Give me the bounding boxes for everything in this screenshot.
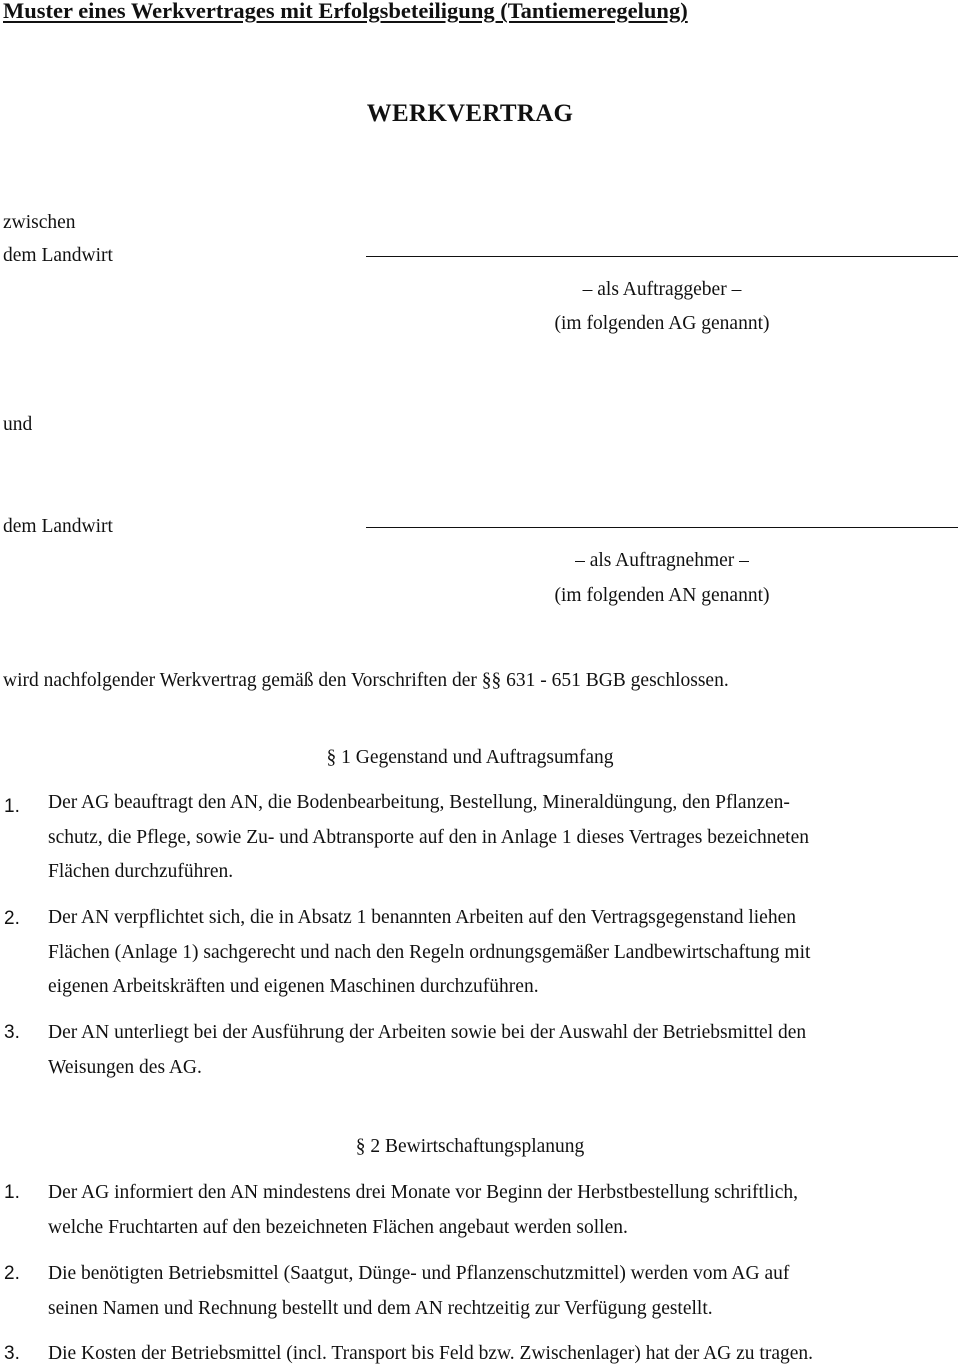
text-line: Flächen durchzuführen. (48, 861, 234, 882)
text-line: seinen Namen und Rechnung bestellt und dem AN rechtzeitig zur Verfügung gestellt. (48, 1297, 713, 1319)
text-line: Flächen (Anlage 1) sachgerecht und nach den Regeln ordnungsgemäßer Landbewirtschaftung mit (48, 941, 811, 963)
section-1-item-2-number: 2. (4, 908, 20, 929)
text-line: Die Kosten der Betriebsmittel (incl. Transport bis Feld bzw. Zwischenlager) hat der AG zu tragen. (48, 1343, 814, 1364)
party2-abbreviation: (im folgenden AN genannt) (554, 585, 770, 606)
party1-role: – als Auftraggeber – (582, 279, 742, 300)
section-1-item-3-text (48, 1016, 928, 1085)
intro-sentence: wird nachfolgender Werkvertrag gemäß den Vorschriften der §§ 631 - 651 BGB geschlossen. (3, 670, 729, 691)
party1-label: dem Landwirt (3, 245, 113, 266)
text-line: Der AN unterliegt bei der Ausführung der Arbeiten sowie bei der Auswahl der Betriebsmittel den (48, 1022, 807, 1043)
text-line: Der AG beauftragt den AN, die Bodenbearbeitung, Bestellung, Mineraldüngung, den Pflanzen- (48, 792, 790, 813)
and-label: und (3, 414, 33, 435)
contract-title: WERKVERTRAG (366, 100, 574, 127)
section-2-heading: § 2 Bewirtschaftungsplanung (355, 1136, 585, 1157)
party2-label: dem Landwirt (3, 516, 113, 537)
party2-role: – als Auftragnehmer – (575, 550, 749, 571)
text-line: Der AN verpflichtet sich, die in Absatz 1 benannten Arbeiten auf den Vertragsgegenstand liehen (48, 907, 796, 928)
text-line: schutz, die Pflege, sowie Zu- und Abtransporte auf den in Anlage 1 dieses Vertrages bezeichneten (48, 826, 809, 848)
section-1-item-2-text (48, 901, 928, 1005)
section-2-item-3-number: 3. (4, 1343, 20, 1364)
section-2-item-3-text (48, 1337, 928, 1372)
section-2-item-1-number: 1. (4, 1182, 20, 1203)
section-2-item-2-number: 2. (4, 1263, 20, 1284)
text-line: welche Fruchtarten auf den bezeichneten Flächen angebaut werden sollen. (48, 1216, 628, 1238)
section-1-item-1-number: 1. (4, 796, 20, 817)
party1-name-line (366, 256, 958, 257)
section-1-item-1-text (48, 786, 928, 890)
text-line: Weisungen des AG. (48, 1056, 202, 1078)
text-line: eigenen Arbeitskräften und eigenen Maschinen durchzuführen. (48, 976, 539, 997)
text-line: Der AG informiert den AN mindestens drei Monate vor Beginn der Herbstbestellung schriftlich, (48, 1182, 799, 1203)
document-title: Muster eines Werkvertrages mit Erfolgsbeteiligung (Tantiemeregelung) (3, 0, 688, 23)
section-1-heading: § 1 Gegenstand und Auftragsumfang (326, 747, 614, 768)
party2-name-line (366, 527, 958, 528)
between-label: zwischen (3, 212, 76, 233)
section-1-item-3-number: 3. (4, 1022, 20, 1043)
section-2-item-1-text (48, 1176, 928, 1245)
party1-abbreviation: (im folgenden AG genannt) (554, 313, 770, 334)
text-line: Die benötigten Betriebsmittel (Saatgut, Dünge- und Pflanzenschutzmittel) werden vom AG auf (48, 1263, 790, 1284)
section-2-item-2-text (48, 1257, 928, 1326)
